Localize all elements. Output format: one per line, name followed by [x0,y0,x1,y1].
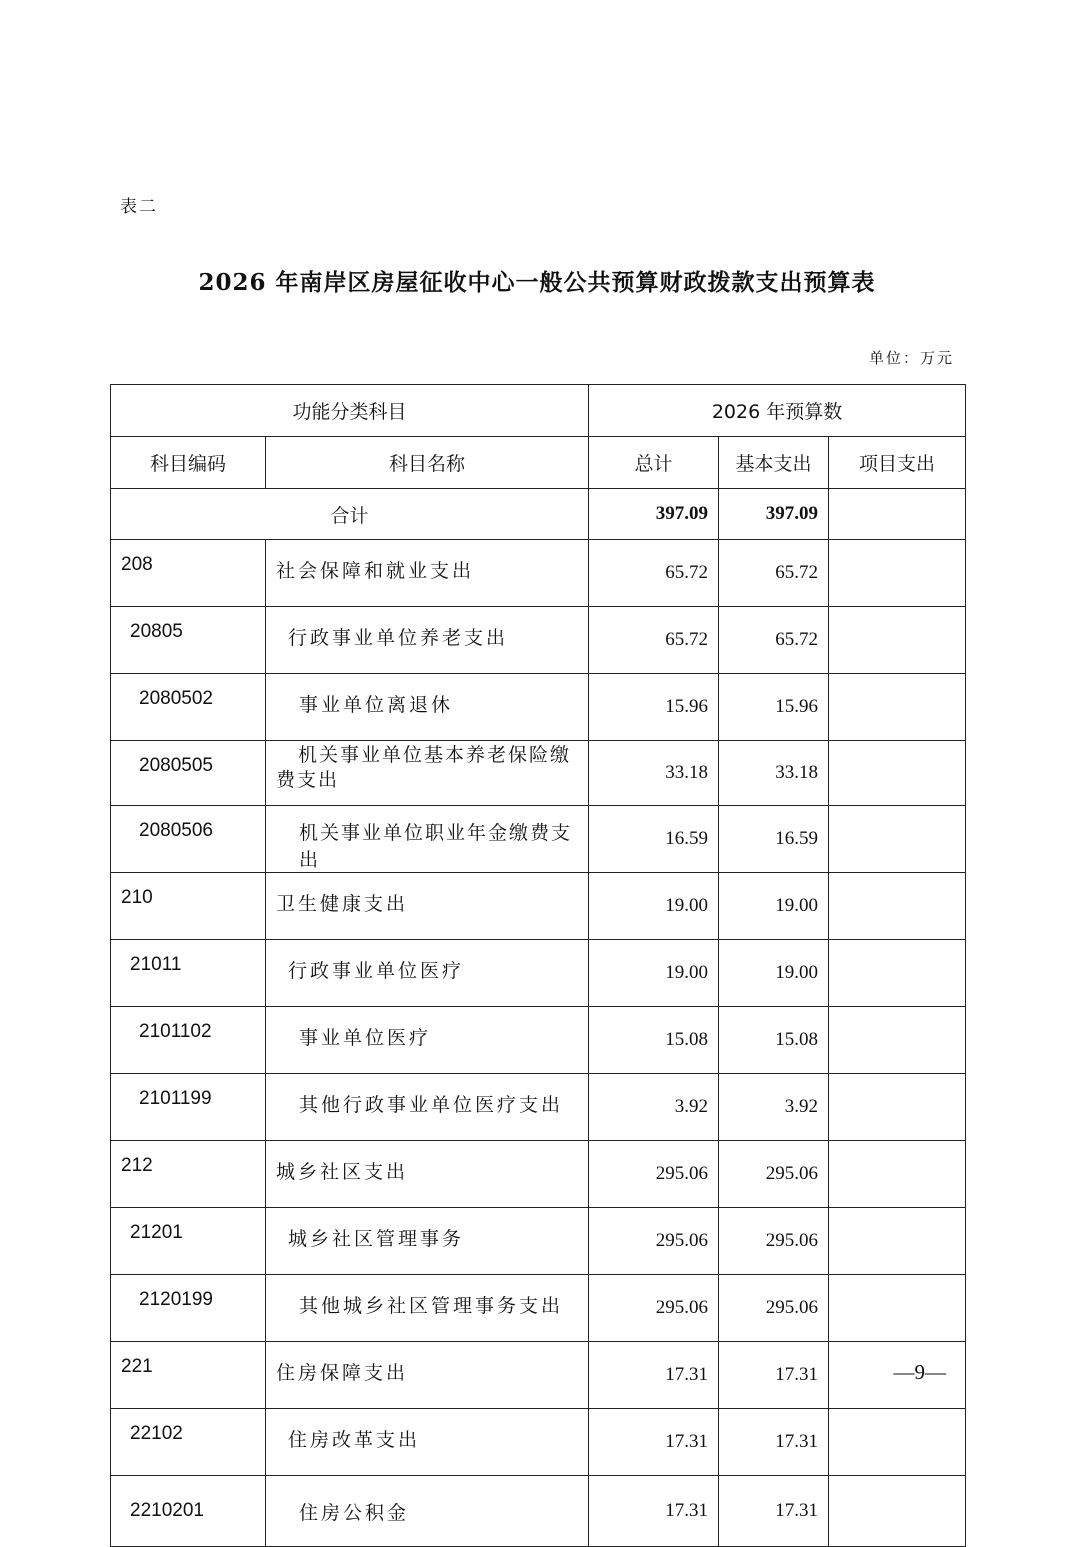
total-total: 397.09 [589,489,719,540]
row-code: 221 [111,1342,266,1409]
row-total: 19.00 [589,940,719,1007]
row-code: 212 [111,1141,266,1208]
row-project [829,741,966,806]
row-total: 33.18 [589,741,719,806]
document-title: 2026 年南岸区房屋征收中心一般公共预算财政拨款支出预算表 [198,269,876,296]
row-project [829,873,966,940]
row-total: 19.00 [589,873,719,940]
row-basic: 19.00 [719,940,829,1007]
table-row [111,1074,966,1141]
row-name: 住房改革支出 [266,1409,589,1476]
header-basic: 基本支出 [719,437,829,489]
row-name: 其他行政事业单位医疗支出 [266,1074,589,1141]
row-total: 295.06 [589,1208,719,1275]
row-basic: 19.00 [719,873,829,940]
row-basic: 16.59 [719,806,829,873]
header-row-2 [111,437,966,489]
row-total: 15.08 [589,1007,719,1074]
row-code: 2210201 [111,1476,266,1547]
table-row [111,1409,966,1476]
header-total: 总计 [589,437,719,489]
row-project [829,674,966,741]
row-basic: 17.31 [719,1476,829,1547]
unit-label: 单位：万元 [868,349,954,367]
row-total: 65.72 [589,540,719,607]
table-row [111,607,966,674]
row-code: 22102 [111,1409,266,1476]
row-project [829,806,966,873]
header-project: 项目支出 [829,437,966,489]
budget-table [110,384,966,1547]
row-basic: 295.06 [719,1208,829,1275]
row-code: 2080505 [111,741,266,806]
table-row [111,1141,966,1208]
row-name: 城乡社区管理事务 [266,1208,589,1275]
row-basic: 3.92 [719,1074,829,1141]
row-code: 2101199 [111,1074,266,1141]
row-basic: 295.06 [719,1141,829,1208]
header-code: 科目编码 [111,437,266,489]
row-project [829,1275,966,1342]
table-row [111,741,966,806]
header-row-1 [111,385,966,437]
row-total: 65.72 [589,607,719,674]
row-name: 住房保障支出 [266,1342,589,1409]
row-code: 208 [111,540,266,607]
row-basic: 33.18 [719,741,829,806]
row-name: 社会保障和就业支出 [266,540,589,607]
row-code: 2120199 [111,1275,266,1342]
row-name: 其他城乡社区管理事务支出 [266,1275,589,1342]
row-total: 3.92 [589,1074,719,1141]
table-label: 表二 [120,197,158,217]
row-project [829,540,966,607]
header-budget-year: 2026 年预算数 [589,385,966,437]
row-code: 21201 [111,1208,266,1275]
table-row [111,1342,966,1409]
table-row [111,806,966,873]
row-code: 210 [111,873,266,940]
row-name: 住房公积金 [266,1476,589,1547]
row-name: 事业单位医疗 [266,1007,589,1074]
row-basic: 65.72 [719,540,829,607]
table-row [111,540,966,607]
row-basic: 15.96 [719,674,829,741]
table-row [111,674,966,741]
page-number: —9— [893,1360,946,1384]
row-code: 2080502 [111,674,266,741]
table-row [111,873,966,940]
row-total: 17.31 [589,1409,719,1476]
row-code: 21011 [111,940,266,1007]
row-basic: 17.31 [719,1409,829,1476]
row-project [829,940,966,1007]
table-row [111,1476,966,1547]
row-project [829,1141,966,1208]
row-total: 16.59 [589,806,719,873]
table-row [111,1208,966,1275]
row-basic: 65.72 [719,607,829,674]
total-label: 合计 [111,489,589,540]
row-total: 17.31 [589,1476,719,1547]
row-project [829,607,966,674]
row-code: 2101102 [111,1007,266,1074]
table-row [111,1007,966,1074]
row-total: 17.31 [589,1342,719,1409]
row-project [829,1208,966,1275]
row-code: 20805 [111,607,266,674]
row-project [829,1409,966,1476]
row-name: 行政事业单位养老支出 [266,607,589,674]
header-functional-category: 功能分类科目 [111,385,589,437]
total-project [829,489,966,540]
row-project [829,1476,966,1547]
row-project [829,1074,966,1141]
row-name: 事业单位离退休 [266,674,589,741]
table-row [111,1275,966,1342]
row-total: 295.06 [589,1275,719,1342]
row-basic: 17.31 [719,1342,829,1409]
total-row [111,489,966,540]
row-name: 机关事业单位职业年金缴费支出 [266,806,589,873]
row-total: 15.96 [589,674,719,741]
row-name: 行政事业单位医疗 [266,940,589,1007]
header-name: 科目名称 [266,437,589,489]
row-name: 城乡社区支出 [266,1141,589,1208]
table-row [111,940,966,1007]
row-name: 卫生健康支出 [266,873,589,940]
row-code: 2080506 [111,806,266,873]
row-basic: 15.08 [719,1007,829,1074]
row-total: 295.06 [589,1141,719,1208]
total-basic: 397.09 [719,489,829,540]
row-basic: 295.06 [719,1275,829,1342]
row-project [829,1007,966,1074]
row-name: 机关事业单位基本养老保险缴费支出 [266,741,589,806]
